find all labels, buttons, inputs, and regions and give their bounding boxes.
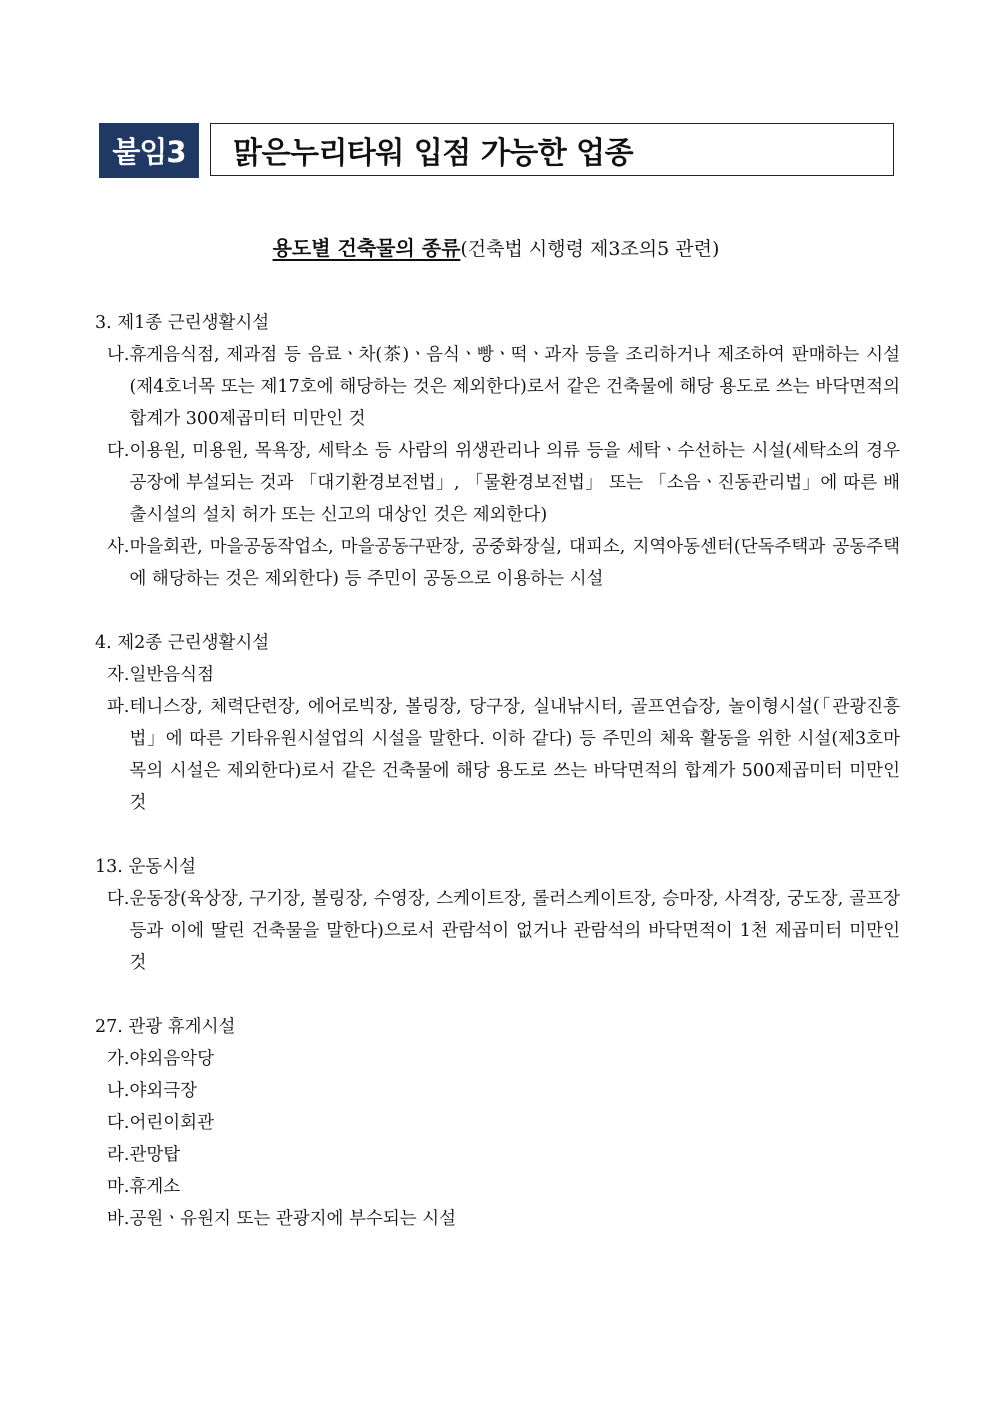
item-marker: 가. xyxy=(107,1049,130,1069)
item-marker: 라. xyxy=(107,1145,130,1165)
item-text: 일반음식점 xyxy=(129,665,214,685)
document-header xyxy=(99,123,896,178)
item-marker: 자. xyxy=(107,665,130,685)
item-marker: 다. xyxy=(107,1113,130,1133)
list-item xyxy=(95,1203,900,1235)
list-item xyxy=(95,531,900,595)
list-item xyxy=(95,435,900,531)
item-text: 야외극장 xyxy=(129,1081,198,1101)
item-marker: 사. xyxy=(107,537,130,557)
list-item xyxy=(95,691,900,819)
item-text: 휴게소 xyxy=(129,1177,181,1197)
item-marker: 다. xyxy=(107,889,130,909)
section-title: 3. 제1종 근린생활시설 xyxy=(95,313,270,333)
item-text: 어린이회관 xyxy=(129,1113,214,1133)
section-title: 27. 관광 휴게시설 xyxy=(95,1017,236,1037)
item-marker: 바. xyxy=(107,1209,130,1229)
item-text: 휴게음식점, 제과점 등 음료ㆍ차(茶)ㆍ음식ㆍ빵ㆍ떡ㆍ과자 등을 조리하거나 제조하여 판매하는 시설(제4호너목 또는 제17호에 해당하는 것은 제외한다)로서 같은 건축물에 해당 용도로 쓰는 바닥면적의 합계가 300제곱미터 미만인 것 xyxy=(129,345,900,429)
section xyxy=(95,1011,900,1235)
section xyxy=(95,627,900,819)
item-text: 운동장(육상장, 구기장, 볼링장, 수영장, 스케이트장, 롤러스케이트장, 승마장, 사격장, 궁도장, 골프장 등과 이에 딸린 건축물을 말한다)으로서 관람석이 없거나 관람석의 바닥면적이 1천 제곱미터 미만인 것 xyxy=(129,889,900,973)
section-title: 4. 제2종 근린생활시설 xyxy=(95,633,270,653)
subtitle-note: (건축법 시행령 제3조의5 관련) xyxy=(460,238,720,260)
list-item xyxy=(95,1171,900,1203)
list-item xyxy=(95,883,900,979)
item-marker: 파. xyxy=(107,697,130,717)
item-text: 테니스장, 체력단련장, 에어로빅장, 볼링장, 당구장, 실내낚시터, 골프연습장, 놀이형시설(「관광진흥법」에 따른 기타유원시설업의 시설을 말한다. 이하 같다) 등 주민의 체육 활동을 위한 시설(제3호마목의 시설은 제외한다)로서 같은 건축물에 해당 용도로 쓰는 바닥면적의 합계가 500제곱미터 미만인 것 xyxy=(129,697,900,813)
section xyxy=(95,307,900,595)
item-marker: 나. xyxy=(107,345,130,365)
section-title: 13. 운동시설 xyxy=(95,857,197,877)
attachment-badge: 붙임3 xyxy=(99,123,199,178)
list-item xyxy=(95,1139,900,1171)
item-text: 야외음악당 xyxy=(129,1049,214,1069)
item-text: 이용원, 미용원, 목욕장, 세탁소 등 사람의 위생관리나 의류 등을 세탁ㆍ수선하는 시설(세탁소의 경우 공장에 부설되는 것과 「대기환경보전법」, 「물환경보전법」 또는 「소음ㆍ진동관리법」에 따른 배출시설의 설치 허가 또는 신고의 대상인 것은 제외한다) xyxy=(129,441,900,525)
list-item xyxy=(95,659,900,691)
item-text: 관망탑 xyxy=(129,1145,181,1165)
section xyxy=(95,851,900,979)
document-body xyxy=(95,307,900,1267)
item-text: 공원ㆍ유원지 또는 관광지에 부수되는 시설 xyxy=(129,1209,457,1229)
list-item xyxy=(95,339,900,435)
list-item xyxy=(95,1043,900,1075)
document-title: 맑은누리타워 입점 가능한 업종 xyxy=(210,123,894,176)
item-marker: 다. xyxy=(107,441,130,461)
item-marker: 마. xyxy=(107,1177,130,1197)
item-marker: 나. xyxy=(107,1081,130,1101)
list-item xyxy=(95,1107,900,1139)
subtitle xyxy=(0,232,992,261)
list-item xyxy=(95,1075,900,1107)
item-text: 마을회관, 마을공동작업소, 마을공동구판장, 공중화장실, 대피소, 지역아동센터(단독주택과 공동주택에 해당하는 것은 제외한다) 등 주민이 공동으로 이용하는 시설 xyxy=(129,537,900,589)
subtitle-main: 용도별 건축물의 종류 xyxy=(272,236,461,260)
